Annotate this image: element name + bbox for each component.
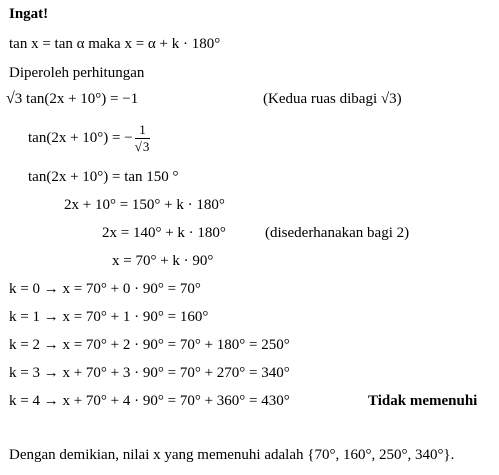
equation-1-text: 3 tan(2x + 10°) = −1 (14, 91, 139, 107)
equation-1-note: (Kedua ruas dibagi √3) (263, 91, 402, 107)
conclusion-text: Dengan demikian, nilai x yang memenuhi adalah {70°, 160°, 250°, 340°}. (9, 447, 455, 463)
equation-2-text: tan(2x + 10°) = − (28, 130, 133, 146)
equation-2 (28, 118, 152, 158)
heading: Ingat! (9, 6, 49, 22)
fraction (135, 122, 151, 155)
rule-line: tan x = tan α maka x = α + k · 180° (9, 36, 221, 52)
equation-5-note: (disederhanakan bagi 2) (265, 225, 410, 241)
case-k2: k = 2 → x = 70° + 2 · 90° = 70° + 180° = 250° (9, 337, 290, 353)
intro-text: Diperoleh perhitungan (9, 65, 145, 81)
case-k0: k = 0 → x = 70° + 0 · 90° = 70° (9, 281, 201, 297)
equation-3: tan(2x + 10°) = tan 150 ° (28, 169, 179, 185)
case-k3: k = 3 → x + 70° + 3 · 90° = 70° + 270° = 340° (9, 365, 290, 381)
case-k4-note: Tidak memenuhi (368, 393, 478, 409)
case-k1: k = 1 → x = 70° + 1 · 90° = 160° (9, 309, 209, 325)
equation-4: 2x + 10° = 150° + k · 180° (64, 197, 225, 213)
equation-6: x = 70° + k · 90° (112, 253, 214, 269)
sqrt-symbol: √ (6, 90, 15, 107)
fraction-denominator-value: 3 (142, 139, 150, 155)
equation-1 (6, 90, 138, 108)
equation-5: 2x = 140° + k · 180° (102, 225, 226, 241)
fraction-numerator: 1 (135, 122, 151, 139)
fraction-denominator: √3 (134, 139, 150, 155)
case-k4: k = 4 → x + 70° + 4 · 90° = 70° + 360° = 430° (9, 393, 290, 409)
